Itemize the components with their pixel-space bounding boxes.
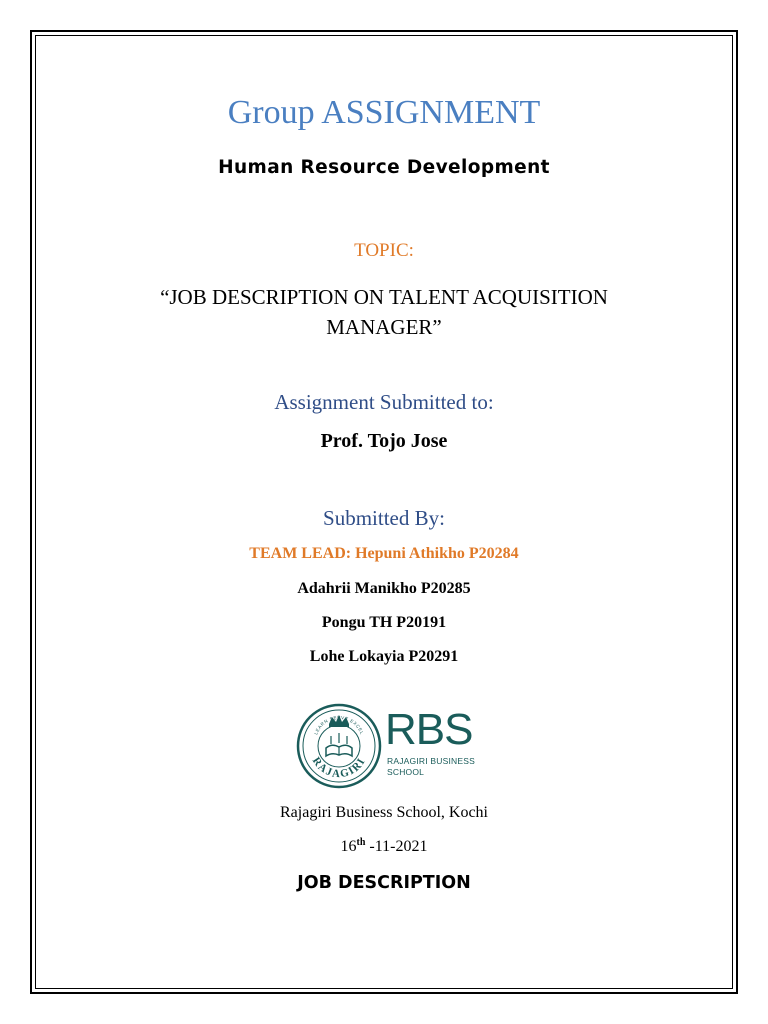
topic-text-line-2: MANAGER”	[326, 315, 442, 339]
svg-text:LEARN SERVE EXCEL: LEARN SERVE EXCEL	[313, 714, 365, 736]
document-title: Group ASSIGNMENT	[227, 94, 541, 131]
date-day: 16	[340, 838, 357, 855]
topic-label: TOPIC:	[354, 240, 414, 261]
school-location: Rajagiri Business School, Kochi	[280, 804, 488, 821]
rbs-wordmark: RBS	[385, 705, 473, 754]
school-logo	[296, 702, 476, 790]
professor-name: Prof. Tojo Jose	[320, 430, 448, 452]
rbs-subtitle-line-1: RAJAGIRI BUSINESS	[387, 756, 475, 766]
submitted-to-label: Assignment Submitted to:	[274, 390, 494, 414]
rbs-subtitle-line-2: SCHOOL	[387, 767, 425, 777]
document-subtitle: Human Resource Development	[218, 157, 550, 178]
team-member: Lohe Lokayia P20291	[309, 648, 459, 665]
submission-date	[0, 838, 768, 856]
rajagiri-seal-icon	[296, 702, 382, 790]
date-suffix: th	[356, 837, 366, 848]
svg-text:RAJAGIRI: RAJAGIRI	[309, 755, 369, 781]
team-member: Adahrii Manikho P20285	[297, 580, 471, 597]
team-lead: TEAM LEAD: Hepuni Athikho P20284	[249, 545, 519, 562]
topic-text-line-1: “JOB DESCRIPTION ON TALENT ACQUISITION	[160, 285, 608, 309]
date-rest: -11-2021	[365, 838, 428, 855]
team-member: Pongu TH P20191	[321, 614, 447, 631]
submitted-by-label: Submitted By:	[323, 506, 445, 530]
footer-heading: JOB DESCRIPTION	[297, 873, 471, 893]
